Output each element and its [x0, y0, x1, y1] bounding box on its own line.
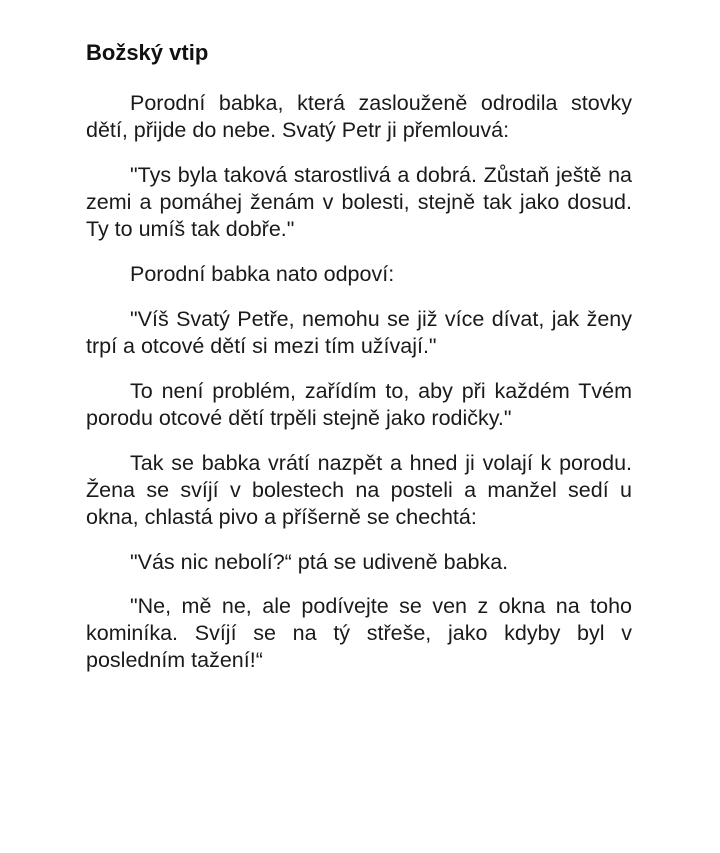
paragraph-intro: Porodní babka, která zaslouženě odrodila stovky dětí, přijde do nebe. Svatý Petr ji přemlouvá: — [86, 91, 632, 142]
document-title: Božský vtip — [86, 40, 209, 65]
paragraph-midwife-reply: "Víš Svatý Petře, nemohu se již více dívat, jak ženy trpí a otcové dětí si mezi tím užívají." — [86, 307, 632, 358]
paragraph-midwife-question: "Vás nic nebolí?“ ptá se udiveně babka. — [130, 550, 509, 574]
joke-document — [86, 38, 632, 692]
paragraph-peter-request: "Tys byla taková starostlivá a dobrá. Zůstaň ještě na zemi a pomáhej ženám v bolesti, stejně tak jako dosud. Ty to umíš tak dobře." — [86, 163, 632, 241]
paragraph-return-to-earth: Tak se babka vrátí nazpět a hned ji volají k porodu. Žena se svíjí v bolestech na posteli a manžel sedí u okna, chlastá pivo a příšerně se chechtá: — [86, 451, 632, 529]
paragraph-punchline: "Ne, mě ne, ale podívejte se ven z okna na toho kominíka. Svíjí se na tý střeše, jako kdyby byl v posledním tažení!“ — [86, 594, 632, 672]
paragraph-midwife-answers: Porodní babka nato odpoví: — [130, 262, 395, 286]
paragraph-peter-promise: To není problém, zařídím to, aby při každém Tvém porodu otcové dětí trpěli stejně jako rodičky." — [86, 379, 632, 430]
